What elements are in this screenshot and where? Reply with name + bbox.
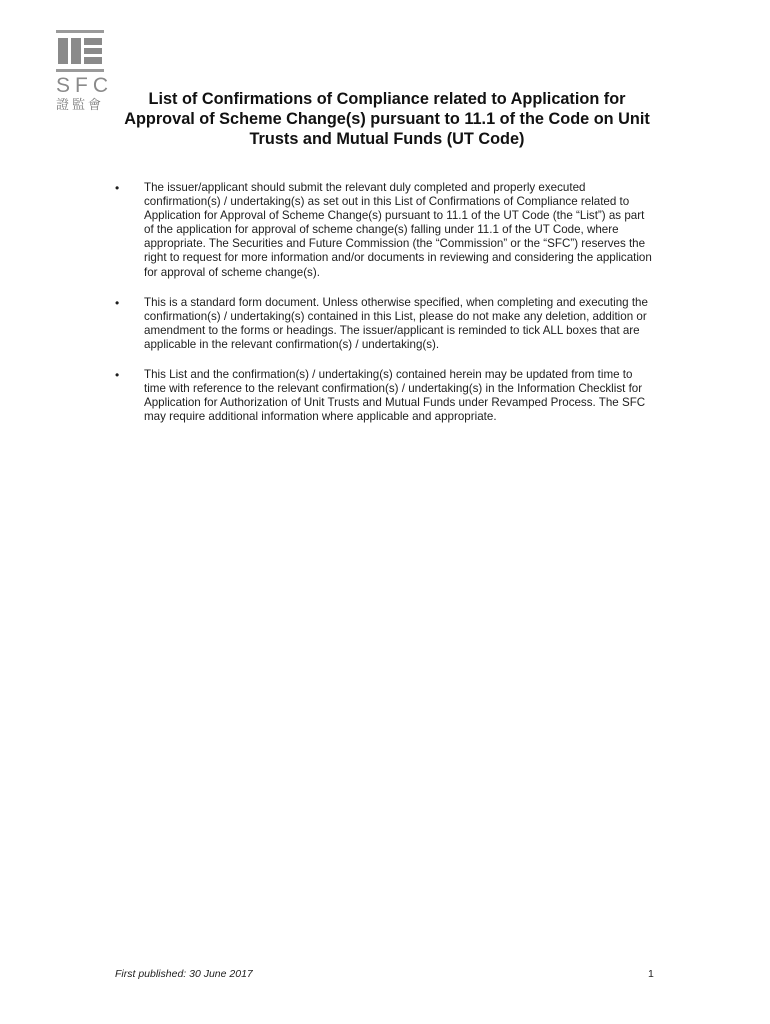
instruction-list (112, 181, 657, 440)
page-number: 1 (648, 968, 654, 980)
list-item-text: This List and the confirmation(s) / undertaking(s) contained herein may be updated from time to time with reference to the relevant confirmation(s) / undertaking(s) in the Information Checklist for Application for Authorization of Unit Trusts and Mutual Funds under Revamped Process. The SFC may require additional information where applicable and appropriate. (144, 368, 646, 424)
bullet-icon: • (115, 368, 120, 383)
logo-chinese-name: 證監會 (56, 98, 105, 113)
first-published-date: First published: 30 June 2017 (115, 968, 253, 980)
document-title: List of Confirmations of Compliance related to Application for Approval of Scheme Change(s) pursuant to 11.1 of the Code on Unit Trusts and Mutual Funds (UT Code) (124, 90, 650, 148)
list-item-text: The issuer/applicant should submit the relevant duly completed and properly executed confirmation(s) / undertaking(s) as set out in this List of Confirmations of Compliance related to Application for Approval of Scheme Change(s) pursuant to 11.1 of the UT Code (the “List”) as part of the application for approval of scheme change(s) falling under 11.1 of the UT Code, where appropriate. The Securities and Future Commission (the “Commission” or the “SFC”) reserves the right to request for more information and/or documents in reviewing and considering the application for approval of scheme change(s). (144, 181, 652, 279)
sfc-emblem-icon (56, 30, 104, 74)
list-item-text: This is a standard form document. Unless otherwise specified, when completing and executing the confirmation(s) / undertaking(s) contained in this List, please do not make any deletion, addition or amendment to the forms or headings. The issuer/applicant is reminded to tick ALL boxes that are applicable in the relevant confirmation(s) / undertaking(s). (144, 295, 648, 351)
list-item (112, 296, 657, 352)
bullet-icon: • (115, 295, 120, 310)
bullet-icon: • (115, 181, 120, 195)
list-item (112, 368, 657, 424)
logo-abbreviation: SFC (56, 74, 113, 97)
sfc-logo (56, 30, 113, 114)
list-item (112, 181, 657, 280)
